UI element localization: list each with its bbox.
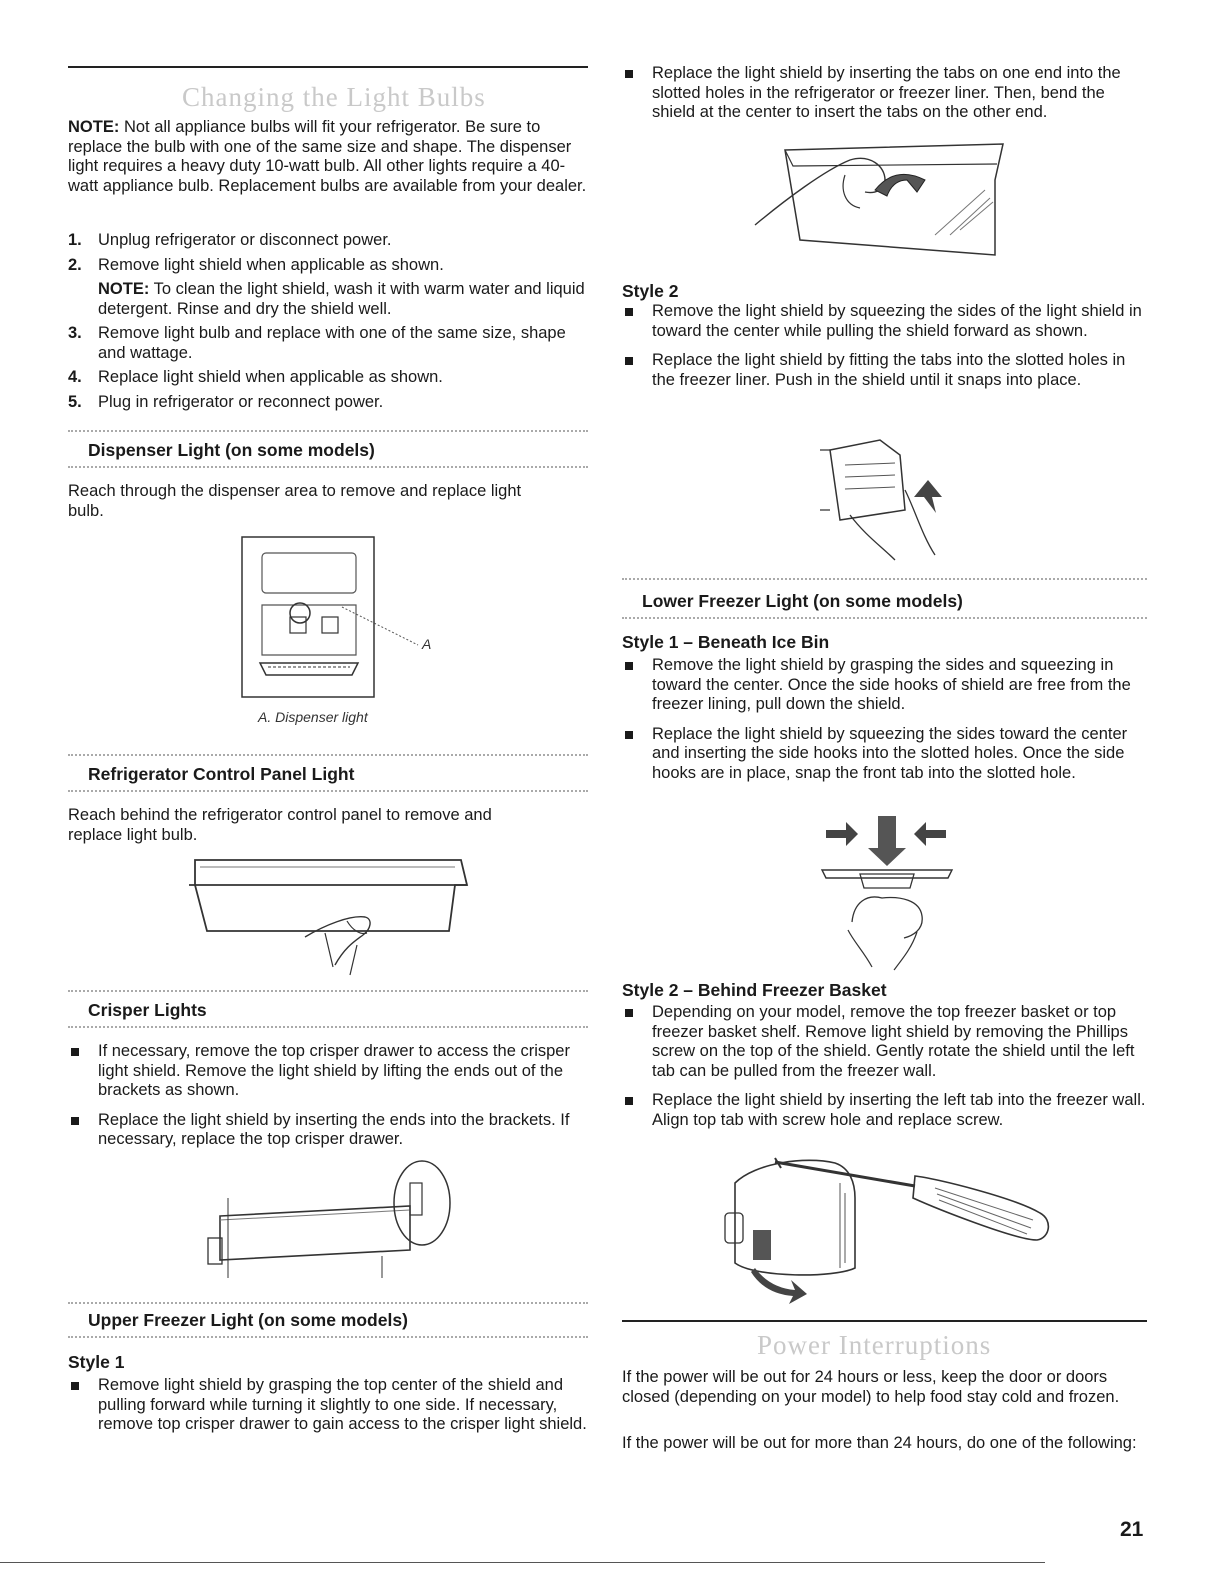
step-number: 4.: [68, 368, 82, 386]
note-label: NOTE:: [68, 118, 120, 136]
divider: [68, 430, 588, 432]
step-text: Plug in refrigerator or reconnect power.: [98, 392, 384, 411]
note-text: To clean the light shield, wash it with warm water and liquid detergent. Rinse and dry the shield well.: [98, 280, 585, 318]
lower-style1-illustration: [812, 812, 962, 972]
divider: [68, 1302, 588, 1304]
step-text: Remove light shield when applicable as shown.: [98, 255, 444, 274]
top-rule-left: [68, 66, 588, 68]
note-text: Not all appliance bulbs will fit your refrigerator. Be sure to replace the bulb with one of the same size and shape. The dispenser light requires a heavy duty 10-watt bulb. All other lights require a 40-watt appliance bulb. Replacement bulbs are available from your dealer.: [68, 118, 587, 195]
divider: [68, 790, 588, 792]
bullet-item: Replace the light shield by squeezing the sides toward the center and inserting the side hooks into the slotted holes. Once the side hooks are in place, snap the front tab into the slotted hole.: [622, 725, 1147, 784]
step-number: 2.: [68, 255, 82, 274]
callout-a: A: [422, 636, 432, 652]
bullet-item: Remove the light shield by grasping the sides and squeezing in toward the center. Once the side hooks of shield are free from the freezer lining, pull down the shield.: [622, 656, 1147, 715]
divider: [68, 1026, 588, 1028]
upper-style2-bullets: [622, 302, 1147, 390]
upper-style2-illustration: [810, 435, 960, 565]
divider: [68, 466, 588, 468]
lower-style2-bullets: [622, 1003, 1147, 1130]
step-item: [68, 393, 588, 413]
step-text: Replace light shield when applicable as shown.: [98, 368, 443, 386]
section-title: Changing the Light Bulbs: [182, 82, 486, 112]
step-number: 1.: [68, 231, 82, 249]
intro-note: [68, 118, 588, 196]
power-rule: [622, 1320, 1147, 1322]
step-text: Remove light bulb and replace with one of the same size, shape and wattage.: [98, 324, 566, 362]
divider: [68, 1336, 588, 1338]
upper-style1-bullets-b: [622, 64, 1147, 123]
dispenser-heading: Dispenser Light (on some models): [88, 440, 375, 460]
divider: [622, 578, 1147, 580]
bottom-rule: [0, 1562, 1045, 1563]
divider: [622, 617, 1147, 619]
control-panel-heading: Refrigerator Control Panel Light: [88, 764, 355, 784]
bullet-item: Replace the light shield by inserting the tabs on one end into the slotted holes in the refrigerator or freezer liner. Then, bend the shield at the center to insert the tabs on the other end.: [622, 64, 1147, 123]
step2-note: [98, 280, 588, 319]
upper-style1-heading: Style 1: [68, 1352, 125, 1372]
bullet-item: Remove the light shield by squeezing the sides of the light shield in toward the center while pulling the shield forward as shown.: [622, 302, 1147, 341]
power-title: Power Interruptions: [757, 1330, 992, 1360]
step-item: [68, 324, 588, 363]
page-number: 21: [1120, 1518, 1144, 1541]
step-item: [68, 231, 588, 251]
step-number: 3.: [68, 324, 82, 342]
note-label: NOTE:: [98, 280, 150, 298]
steps-list: [68, 231, 588, 412]
bullet-item: Depending on your model, remove the top freezer basket or top freezer basket shelf. Remove light shield by removing the Phillips screw on the top of the shield. Gently rotate the shield until the left tab can be pulled from the freezer wall.: [622, 1003, 1147, 1081]
power-p2: If the power will be out for more than 24 hours, do one of the following:: [622, 1434, 1137, 1452]
lower-freezer-heading: Lower Freezer Light (on some models): [642, 591, 963, 611]
step-text: Unplug refrigerator or disconnect power.: [98, 231, 392, 249]
lower-style1-bullets: [622, 656, 1147, 783]
control-panel-text: Reach behind the refrigerator control panel to remove and replace light bulb.: [68, 806, 492, 844]
bullet-item: If necessary, remove the top crisper drawer to access the crisper light shield. Remove the light shield by lifting the ends out of the brackets as shown.: [68, 1042, 588, 1101]
step-item: [68, 368, 588, 388]
crisper-heading: Crisper Lights: [88, 1000, 207, 1020]
step-item: [68, 256, 588, 320]
crisper-illustration: [200, 1158, 460, 1283]
dispenser-text: Reach through the dispenser area to remove and replace light bulb.: [68, 482, 522, 520]
dispenser-caption: A. Dispenser light: [258, 709, 368, 725]
lower-style2-heading: Style 2 – Behind Freezer Basket: [622, 980, 887, 1000]
lower-style1-heading: Style 1 – Beneath Ice Bin: [622, 632, 830, 652]
dispenser-illustration: [240, 535, 450, 700]
divider: [68, 754, 588, 756]
bullet-item: Replace the light shield by inserting the ends into the brackets. If necessary, replace the top crisper drawer.: [68, 1111, 588, 1150]
control-panel-illustration: [185, 855, 475, 980]
bullet-item: Remove light shield by grasping the top center of the shield and pulling forward while turning it slightly to one side. If necessary, remove top crisper drawer to gain access to the crisper light shield.: [68, 1376, 588, 1435]
upper-style2-heading: Style 2: [622, 281, 679, 301]
upper-style1-illustration: [745, 130, 1015, 265]
crisper-bullets: [68, 1042, 588, 1150]
upper-style1-bullets-a: [68, 1376, 588, 1435]
bullet-item: Replace the light shield by fitting the tabs into the slotted holes in the freezer liner. Push in the shield until it snaps into place.: [622, 351, 1147, 390]
divider: [68, 990, 588, 992]
upper-freezer-heading: Upper Freezer Light (on some models): [88, 1310, 408, 1330]
bullet-item: Replace the light shield by inserting the left tab into the freezer wall. Align top tab with screw hole and replace screw.: [622, 1091, 1147, 1130]
power-p1: If the power will be out for 24 hours or less, keep the door or doors closed (depending on your model) to help food stay cold and frozen.: [622, 1368, 1120, 1406]
step-number: 5.: [68, 392, 82, 411]
lower-style2-illustration: [715, 1148, 1060, 1308]
